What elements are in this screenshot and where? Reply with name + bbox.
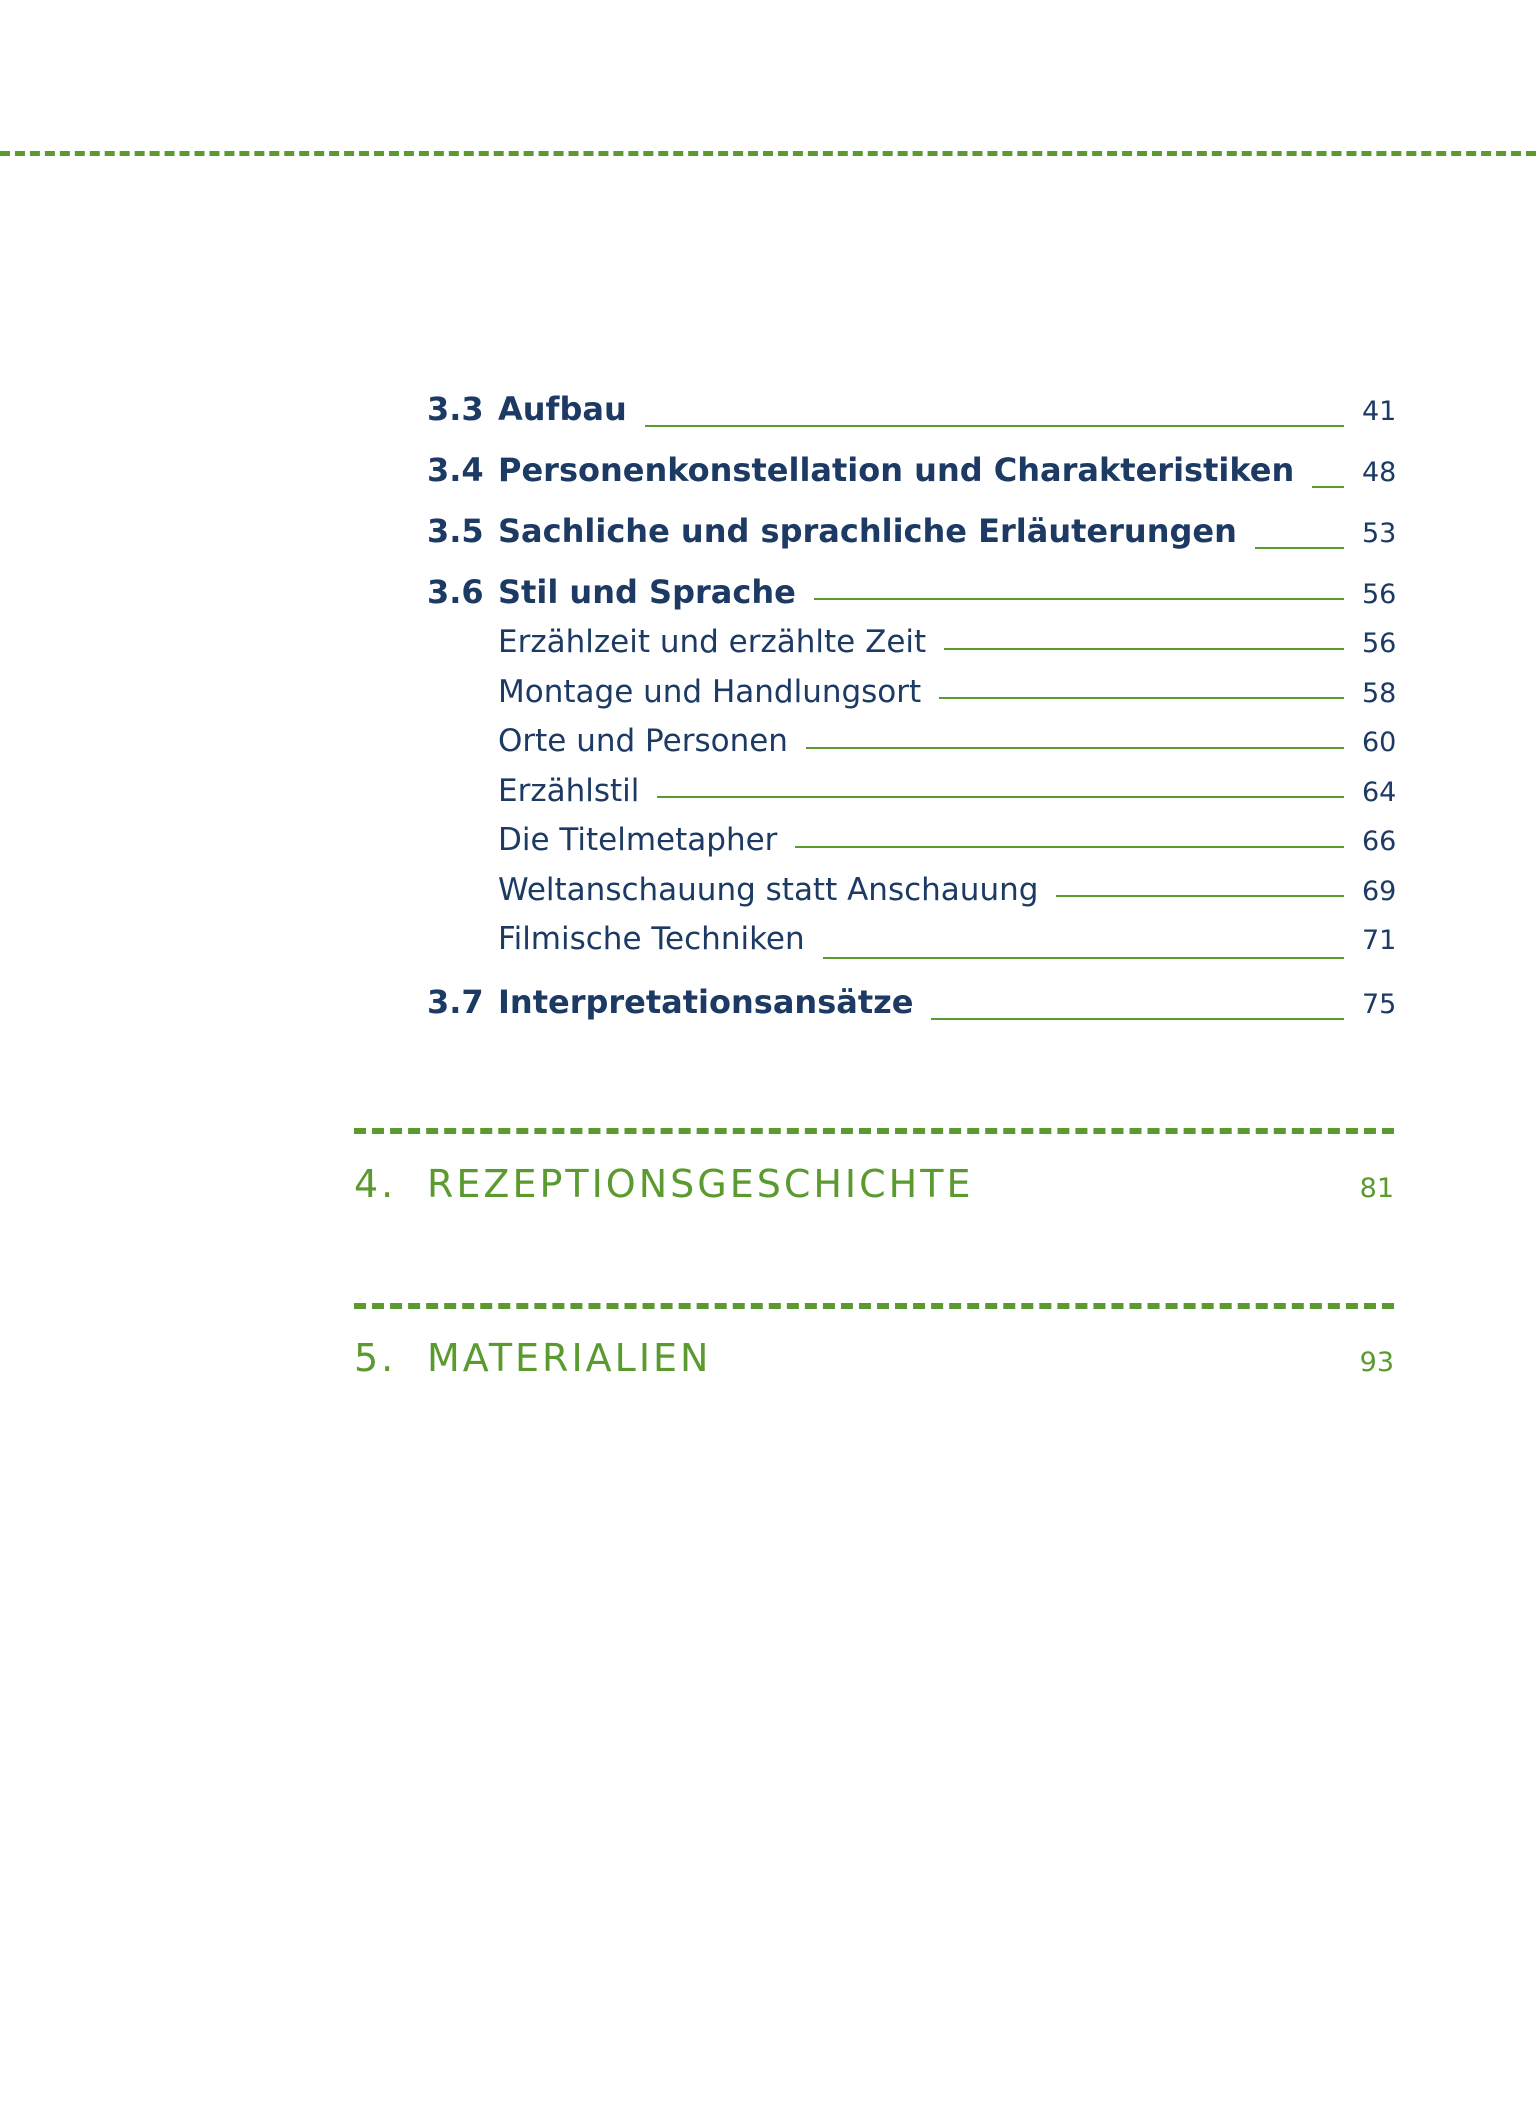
section-title: Personenkonstellation und Charakteristiken — [498, 451, 1295, 489]
leader-line — [931, 1018, 1344, 1020]
page-number: 58 — [1362, 677, 1397, 709]
page-number: 41 — [1362, 396, 1397, 427]
page-number: 69 — [1362, 875, 1397, 907]
leader-line — [1312, 486, 1344, 488]
leader-line — [645, 425, 1344, 427]
section-number: 3.7 — [427, 983, 484, 1021]
page-number: 56 — [1362, 628, 1397, 659]
subsection-title: Filmische Techniken — [498, 921, 805, 957]
page-number: 56 — [1362, 579, 1397, 610]
section-number: 3.5 — [427, 512, 484, 550]
leader-line — [795, 846, 1344, 848]
chapter-title: MATERIALIEN — [427, 1336, 712, 1380]
leader-line — [1255, 547, 1344, 549]
leader-line — [806, 747, 1344, 749]
toc-entry-3-4[interactable] — [427, 451, 1397, 512]
section-title: Aufbau — [498, 390, 627, 428]
chapter-title: REZEPTIONSGESCHICHTE — [427, 1162, 974, 1206]
chapter-5-entry[interactable] — [354, 1336, 1394, 1380]
toc-subentry-weltanschauung[interactable] — [427, 871, 1397, 922]
leader-line — [823, 957, 1344, 959]
subsection-title: Orte und Personen — [498, 723, 788, 759]
leader-line — [939, 697, 1344, 699]
toc-subentry-montage[interactable] — [427, 673, 1397, 724]
subsection-title: Weltanschauung statt Anschauung — [498, 871, 1039, 908]
page-number: 53 — [1362, 518, 1397, 549]
section-title: Interpretationsansätze — [498, 983, 914, 1021]
page-number: 81 — [1359, 1173, 1394, 1204]
section-number: 3.3 — [427, 390, 484, 428]
chapter-4-entry[interactable] — [354, 1162, 1394, 1206]
section-number: 3.6 — [427, 573, 484, 611]
top-dashed-rule — [0, 151, 1536, 156]
subsection-title: Die Titelmetapher — [498, 822, 778, 858]
chapter-4-dashed-rule — [354, 1128, 1394, 1134]
page-number: 71 — [1362, 925, 1397, 956]
table-of-contents — [427, 390, 1397, 1044]
subsection-title: Erzählstil — [498, 772, 640, 809]
section-title: Sachliche und sprachliche Erläuterungen — [498, 512, 1237, 550]
page-number: 66 — [1362, 826, 1397, 857]
toc-entry-3-5[interactable] — [427, 512, 1397, 573]
leader-line — [814, 598, 1344, 600]
toc-subentry-erzaehlzeit[interactable] — [427, 624, 1397, 674]
toc-entry-3-6[interactable] — [427, 573, 1397, 624]
page-number: 64 — [1362, 776, 1397, 808]
chapter-number: 5. — [354, 1336, 397, 1380]
chapter-5-dashed-rule — [354, 1303, 1394, 1309]
page-number: 75 — [1362, 989, 1397, 1020]
leader-line — [1056, 895, 1344, 897]
subsection-title: Erzählzeit und erzählte Zeit — [498, 624, 927, 660]
toc-subentry-filmische-techniken[interactable] — [427, 921, 1397, 983]
section-title: Stil und Sprache — [498, 573, 796, 611]
toc-subentry-orte[interactable] — [427, 723, 1397, 773]
toc-entry-3-3[interactable] — [427, 390, 1397, 451]
chapter-number: 4. — [354, 1162, 397, 1206]
section-number: 3.4 — [427, 451, 484, 489]
page-number: 48 — [1362, 457, 1397, 488]
page-number: 93 — [1359, 1347, 1394, 1378]
toc-subentry-erzaehlstil[interactable] — [427, 772, 1397, 823]
subsection-title: Montage und Handlungsort — [498, 673, 922, 710]
toc-subentry-titelmetapher[interactable] — [427, 822, 1397, 872]
page-number: 60 — [1362, 727, 1397, 758]
toc-entry-3-7[interactable] — [427, 983, 1397, 1044]
leader-line — [657, 796, 1344, 798]
leader-line — [944, 648, 1344, 650]
